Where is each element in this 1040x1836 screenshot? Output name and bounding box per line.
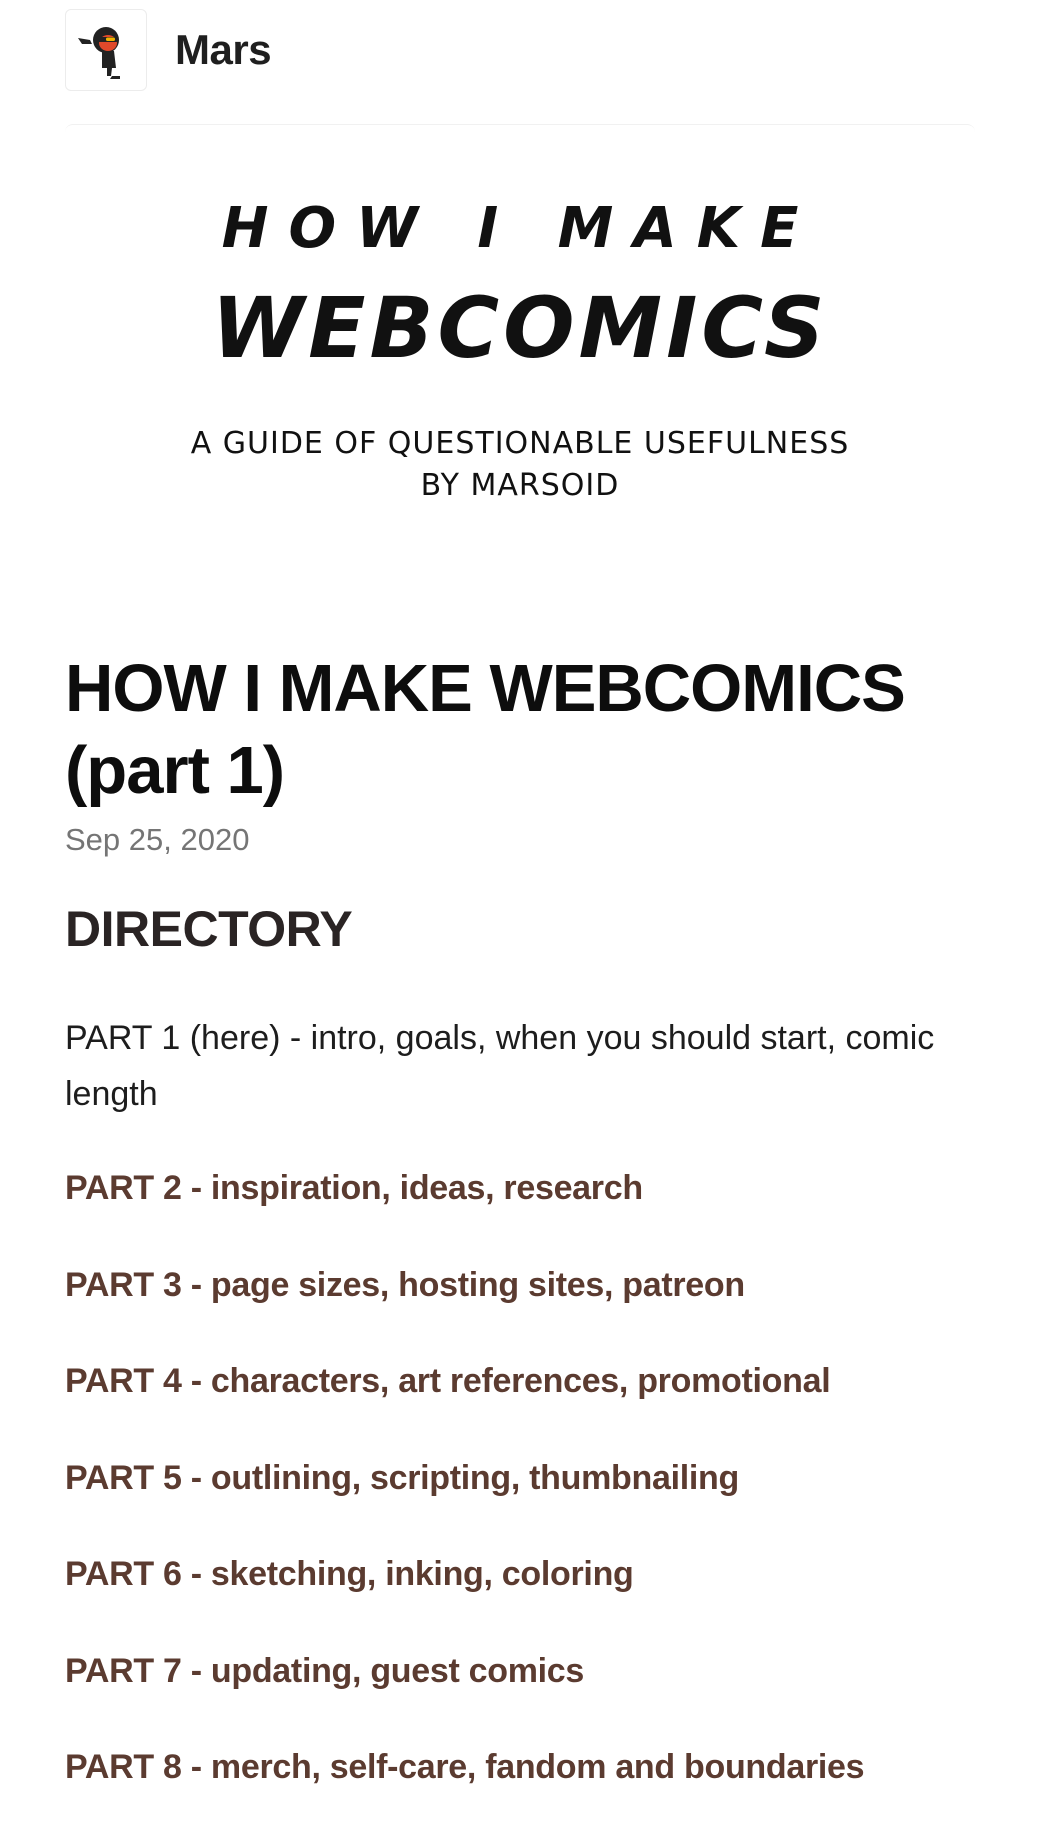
list-item (65, 1546, 985, 1643)
directory-heading: DIRECTORY (65, 901, 353, 957)
list-item (65, 1160, 985, 1257)
part-8-link[interactable]: PART 8 - merch, self-care, fandom and boundaries (65, 1748, 865, 1786)
cover-subtitle-line1: A GUIDE OF QUESTIONABLE USEFULNESS (190, 426, 850, 461)
list-item (65, 1643, 985, 1740)
avatar[interactable] (65, 9, 147, 91)
part-7-link[interactable]: PART 7 - updating, guest comics (65, 1651, 585, 1690)
part-1-text: PART 1 (here) - intro, goals, when you should start, comic length (65, 1019, 935, 1113)
part-5-link[interactable]: PART 5 - outlining, scripting, thumbnailing (65, 1458, 739, 1497)
ninja-character-avatar-icon (76, 18, 136, 82)
list-item (65, 1353, 985, 1450)
part-3-link[interactable]: PART 3 - page sizes, hosting sites, patreon (65, 1265, 745, 1304)
site-name[interactable]: Mars (175, 26, 272, 73)
cover-title-line2: WEBCOMICS (211, 279, 829, 377)
cover-subtitle-line2: BY MARSOID (420, 468, 620, 503)
site-header (65, 8, 271, 92)
article-date: Sep 25, 2020 (65, 822, 250, 857)
part-6-link[interactable]: PART 6 - sketching, inking, coloring (65, 1555, 634, 1593)
part-2-link[interactable]: PART 2 - inspiration, ideas, research (65, 1169, 643, 1207)
directory-list (65, 1160, 985, 1836)
list-item (65, 1257, 985, 1354)
list-item (65, 1739, 985, 1836)
article-title: HOW I MAKE WEBCOMICS (part 1) (65, 651, 905, 808)
list-item (65, 1450, 985, 1547)
part-4-link[interactable]: PART 4 - characters, art references, promotional (65, 1362, 831, 1400)
cover-title-line1: HOW I MAKE (221, 196, 819, 261)
cover-image (65, 124, 975, 595)
